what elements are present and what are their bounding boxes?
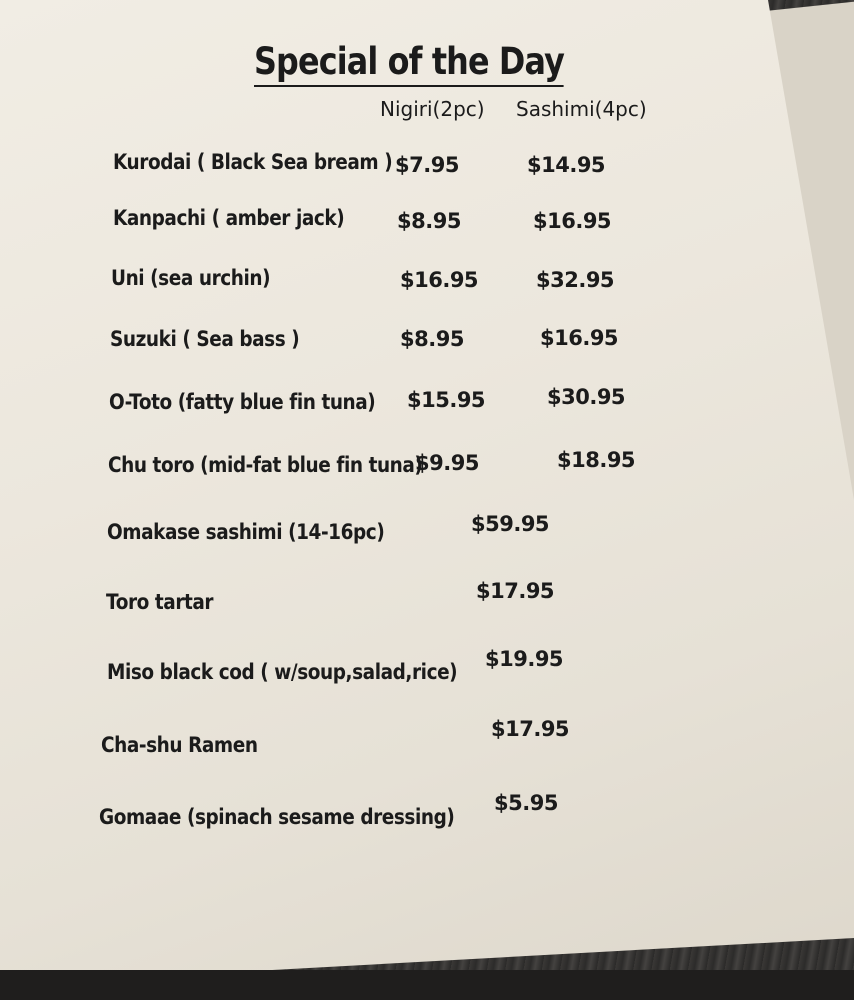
item-price-omakase: $59.95 [471,512,550,536]
item-nigiri-price-kanpachi: $8.95 [397,209,461,233]
item-name-miso-black-cod: Miso black cod ( w/soup,salad,rice) [107,660,458,684]
item-sashimi-price-chu-toro: $18.95 [557,448,636,472]
item-name-suzuki: Suzuki ( Sea bass ) [110,327,300,351]
menu-title: Special of the Day [254,40,564,87]
nigiri-column-header: Nigiri(2pc) [380,97,485,121]
item-nigiri-price-kurodai: $7.95 [395,153,459,177]
item-nigiri-price-uni: $16.95 [400,268,479,292]
sashimi-column-header: Sashimi(4pc) [516,97,647,121]
item-price-miso-black-cod: $19.95 [485,647,564,671]
item-sashimi-price-kurodai: $14.95 [527,153,606,177]
item-price-toro-tartar: $17.95 [476,579,555,603]
item-nigiri-price-chu-toro: $9.95 [415,451,479,475]
item-name-gomaae: Gomaae (spinach sesame dressing) [99,805,455,829]
item-nigiri-price-suzuki: $8.95 [400,327,464,351]
item-name-chu-toro: Chu toro (mid-fat blue fin tuna) [108,453,423,477]
item-name-kanpachi: Kanpachi ( amber jack) [113,206,345,230]
item-price-cha-shu-ramen: $17.95 [491,717,570,741]
item-name-kurodai: Kurodai ( Black Sea bream ) [113,150,393,174]
item-sashimi-price-kanpachi: $16.95 [533,209,612,233]
item-sashimi-price-uni: $32.95 [536,268,615,292]
item-name-omakase: Omakase sashimi (14-16pc) [107,520,385,544]
item-sashimi-price-suzuki: $16.95 [540,326,619,350]
item-price-gomaae: $5.95 [494,791,558,815]
item-name-uni: Uni (sea urchin) [111,266,271,290]
item-nigiri-price-o-toto: $15.95 [407,388,486,412]
item-name-cha-shu-ramen: Cha-shu Ramen [101,733,258,757]
item-name-toro-tartar: Toro tartar [106,590,214,614]
item-name-o-toto: O-Toto (fatty blue fin tuna) [109,390,376,414]
item-sashimi-price-o-toto: $30.95 [547,385,626,409]
bottom-shadow [0,970,854,1000]
